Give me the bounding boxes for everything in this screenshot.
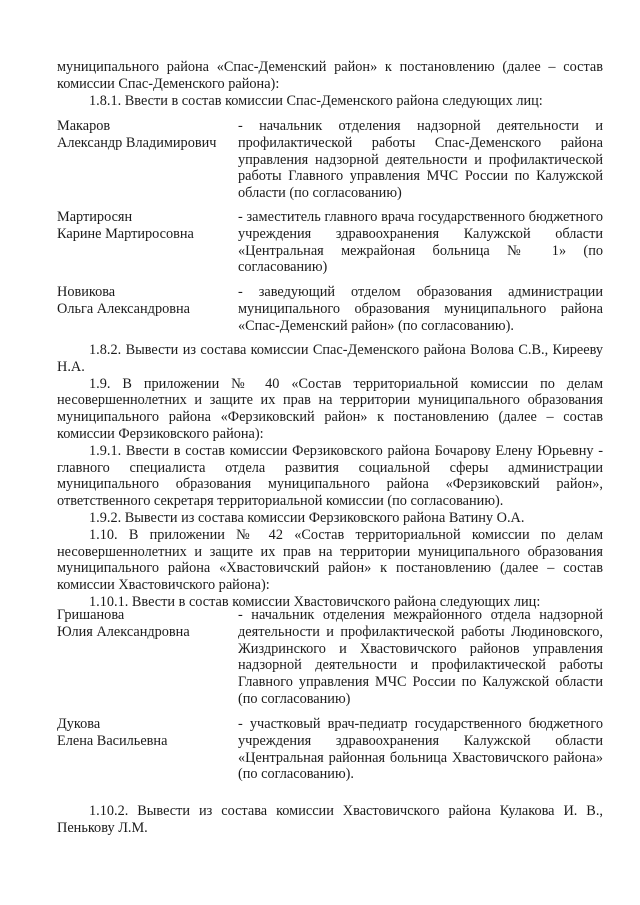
section-1-10-2 [57,803,603,837]
member-surname: Новикова [57,284,116,300]
member-given-name: Александр Владимирович [57,134,217,151]
member-surname: Дукова [57,716,101,732]
paragraph-intro: муниципального района «Спас-Деменский район» к постановлению (далее – состав комиссии Спас-Деменского района): [57,59,603,92]
member-position: - заведующий отделом образования администрации муниципального образования муниципального района «Спас-Деменский район» (по согласованию). [238,284,603,334]
member-given-name: Юлия Александровна [57,623,190,640]
paragraph-1-10: 1.10. В приложении № 42 «Состав территориальной комиссии по делам несовершеннолетних и защите их прав на территории муниципального образования муниципального района «Хвастовичский район» к постановлению (далее – состав комиссии Хвастовичского района): [57,526,603,594]
member-surname: Гришанова [57,607,125,623]
member-name [57,716,232,750]
member-position: - заместитель главного врача государственного бюджетного учреждения здравоохранения Калужской области «Центральная межрайоная больница № 1» (по согласованию) [238,209,603,276]
section-1-8-2-to-1-10-1 [57,342,603,611]
paragraph-1-9: 1.9. В приложении № 40 «Состав территориальной комиссии по делам несовершеннолетних и защите их прав на территории муниципального образования муниципального района «Ферзиковский район» к постановлению (далее – состав комиссии Ферзиковского района): [57,375,603,442]
member-position: - начальник отделения надзорной деятельности и профилактической работы Спас-Деменского района управления надзорной деятельности и профилактической работы Главного управления МЧС России по Калужской области (по согласованию) [238,118,603,202]
member-name [57,607,232,641]
paragraph-1-10-1: 1.10.1. Ввести в состав комиссии Хвастовичского района следующих лиц: [89,593,541,610]
member-given-name: Ольга Александровна [57,300,190,317]
member-name [57,284,232,318]
member-position: - начальник отделения межрайонного отдела надзорной деятельности и профилактической работы Людиновского, Жиздринского и Хвастовичского районов управления надзорной деятельности и профилактической работы Главного управления МЧС России по Калужской области (по согласованию) [238,607,603,707]
section-intro [57,59,603,109]
member-name [57,118,232,152]
paragraph-1-8-2: 1.8.2. Вывести из состава комиссии Спас-Деменского района Волова С.В., Кирееву Н.А. [57,342,603,375]
paragraph-1-10-2: 1.10.2. Вывести из состава комиссии Хвастовичского района Кулакова И. В., Пенькову Л.М. [57,803,603,836]
paragraph-1-8-1: 1.8.1. Ввести в состав комиссии Спас-Деменского района следующих лиц: [89,92,543,109]
member-surname: Мартиросян [57,209,133,225]
member-position: - участковый врач-педиатр государственного бюджетного учреждения здравоохранения Калужской области «Центральная районная больница Хвастовичского района» (по согласованию). [238,716,603,783]
member-given-name: Карине Мартиросовна [57,225,194,242]
member-name [57,209,232,243]
paragraph-1-9-1: 1.9.1. Ввести в состав комиссии Ферзиковского района Бочарову Елену Юрьевну - главного специалиста отдела развития социальной сферы администрации муниципального образования муниципального района «Ферзиковский район», ответственного секретаря территориальной комиссии (по согласованию). [57,442,603,510]
paragraph-1-9-2: 1.9.2. Вывести из состава комиссии Ферзиковского района Ватину О.А. [89,509,525,526]
member-given-name: Елена Васильевна [57,732,168,749]
member-surname: Макаров [57,118,111,134]
